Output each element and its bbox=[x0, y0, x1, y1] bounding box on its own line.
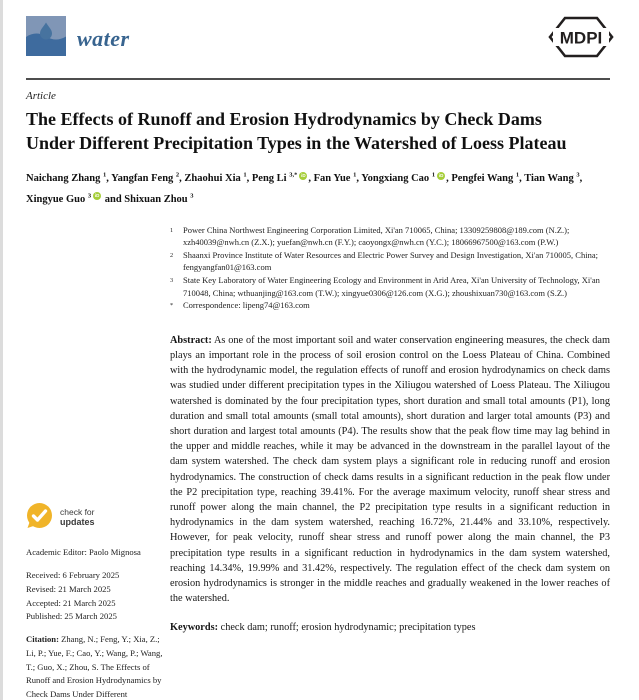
affiliation-text: Power China Northwest Engineering Corporation Limited, Xi'an 710065, China; 13309259808@189.com (N.Z.); xzh40039@nwh.cn (Z.X.); yuefan@nwh.cn (F.Y.); caoyongx@nwh.cn (Y.C.); 18066967500@163.com (P.W.) bbox=[183, 224, 570, 248]
author: Fan Yue $^1$, bbox=[313, 171, 362, 185]
affiliation-marker: 3 bbox=[170, 276, 174, 284]
left-sidebar bbox=[26, 224, 170, 700]
abstract-label: Abstract: bbox=[170, 334, 212, 346]
keywords bbox=[170, 620, 610, 635]
journal-name: water bbox=[77, 25, 130, 51]
author-list bbox=[26, 167, 610, 208]
affiliation-row bbox=[170, 249, 610, 274]
affiliation-marker: * bbox=[170, 302, 174, 310]
author: Zhaohui Xia $^1$, bbox=[184, 171, 252, 185]
author: Pengfei Wang $^1$, bbox=[451, 171, 525, 185]
citation-block bbox=[26, 633, 166, 700]
affiliation-row bbox=[170, 224, 610, 249]
keywords-label: Keywords: bbox=[170, 622, 219, 634]
keywords-text: check dam; runoff; erosion hydrodynamic; precipitation types bbox=[220, 622, 476, 634]
main-content-row bbox=[26, 224, 610, 700]
water-journal-logo[interactable] bbox=[26, 16, 130, 61]
author: Peng Li $^{3,*}$ iD , bbox=[251, 171, 314, 185]
author: Tian Wang $^3$, bbox=[524, 171, 583, 185]
check-icon bbox=[26, 502, 53, 534]
affiliation-text: State Key Laboratory of Water Engineering Ecology and Environment in Arid Area, Xi'an University of Technology, Xi'an 710048, China; wthuanjing@163.com (T.W.); xingyue0306@126.com (X.G.); zhoushixuan730@163.com (S.Z.) bbox=[183, 274, 600, 298]
history-line: Received: 6 February 2025 bbox=[26, 570, 120, 581]
author: Shixuan Zhou $^3$ bbox=[124, 192, 194, 205]
author: Yongxiang Cao $^1$ iD , bbox=[361, 171, 452, 185]
citation-text: Zhang, N.; Feng, Y.; Xia, Z.; Li, P.; Yue, F.; Cao, Y.; Wang, P.; Wang, T.; Guo, X.; Zhou, S. The Effects of Runoff and Erosion Hydrodynamics by Check Dams Under Different bbox=[26, 633, 163, 700]
mdpi-logo-text: MDPI bbox=[559, 28, 603, 48]
academic-editor: Academic Editor: Paolo Mignosa bbox=[26, 546, 141, 557]
orcid-icon[interactable]: iD bbox=[94, 193, 100, 199]
affiliation-text: Shaanxi Province Institute of Water Resources and Electric Power Survey and Design Investigation, Xi'an 710005, China; fengyangfan01@163.com bbox=[183, 249, 598, 273]
author: Naichang Zhang $^1$, bbox=[26, 171, 112, 185]
mdpi-logo[interactable] bbox=[548, 16, 614, 63]
author: Yangfan Feng $^2$, bbox=[111, 171, 185, 185]
header-divider bbox=[26, 78, 610, 80]
article-history bbox=[26, 569, 170, 624]
water-drop-icon bbox=[26, 16, 66, 61]
article-type-label: Article bbox=[26, 90, 56, 102]
article-title: The Effects of Runoff and Erosion Hydrodynamics by Check Dams Under Different Precipitation Types in the Watershed of Loess Plateau bbox=[26, 109, 567, 154]
article-front-matter bbox=[170, 224, 610, 700]
affiliation-text: Correspondence: lipeng74@163.com bbox=[183, 300, 310, 311]
check-for-updates-label: check for updates bbox=[60, 507, 95, 528]
affiliation-marker: 2 bbox=[170, 251, 174, 259]
page-header bbox=[0, 0, 639, 63]
affiliation-marker: 1 bbox=[170, 226, 174, 234]
history-line: Published: 25 March 2025 bbox=[26, 611, 117, 622]
academic-editor-name: Paolo Mignosa bbox=[89, 546, 141, 557]
affiliation-list bbox=[170, 224, 610, 313]
abstract-text: As one of the most important soil and water conservation engineering measures, the check dam plays an important role in the process of soil erosion control on the Loess Plateau of China. Combined with the hydrodynamic model, the regulation effects of runoff and erosion hydrodynamics on check dams was studied under different precipitation types in the Xiliugou watershed of Loess Plateau. The Xiliugou watershed is dominated by the four precipitation types, short duration and small total amounts (P1), long duration and small total amounts (small total amounts), short duration and larger total amounts (P3) and short duration and largest total amounts (P4). The results show that the peak flow time may lag behind in the upper and middle reaches, while it may be advanced in the downstream in the parallel layout of the dam system watershed. The check dam system plays a significant role in reducing runoff and erosion hydrodynamics. The construction of check dams results in a significant reduction in the peak flow under the P2 precipitation type, reaching 39.41%. For the average maximum velocity, runoff shear stress and runoff power along the main channel, the P2 precipitation type results in a significant reduction in hydrodynamics in the dam system watershed, reaching 16.72%, 21.44% and 33.10%, respectively. However, for peak velocity, runoff shear stress and runoff power along the main channel, the P3 precipitation type results in a significant reduction in hydrodynamics in the dam system watershed, reaching 14.34%, 19.99% and 31.42%, respectively. The regulation effect of the check dam system on erosion hydrodynamics is stronger in the middle reaches and gradually weakened in the lower reaches of the watershed. bbox=[170, 334, 610, 605]
history-line: Accepted: 21 March 2025 bbox=[26, 597, 116, 608]
page-edge bbox=[0, 0, 3, 700]
history-line: Revised: 21 March 2025 bbox=[26, 583, 111, 594]
citation-label: Citation: bbox=[26, 633, 59, 644]
abstract bbox=[170, 333, 610, 607]
author: Xingyue Guo $^3$ iD and bbox=[26, 192, 125, 205]
orcid-icon[interactable]: iD bbox=[438, 172, 444, 178]
orcid-icon[interactable]: iD bbox=[301, 172, 306, 178]
affiliation-row bbox=[170, 299, 610, 313]
check-for-updates-badge[interactable] bbox=[26, 502, 170, 534]
affiliation-row bbox=[170, 274, 610, 299]
